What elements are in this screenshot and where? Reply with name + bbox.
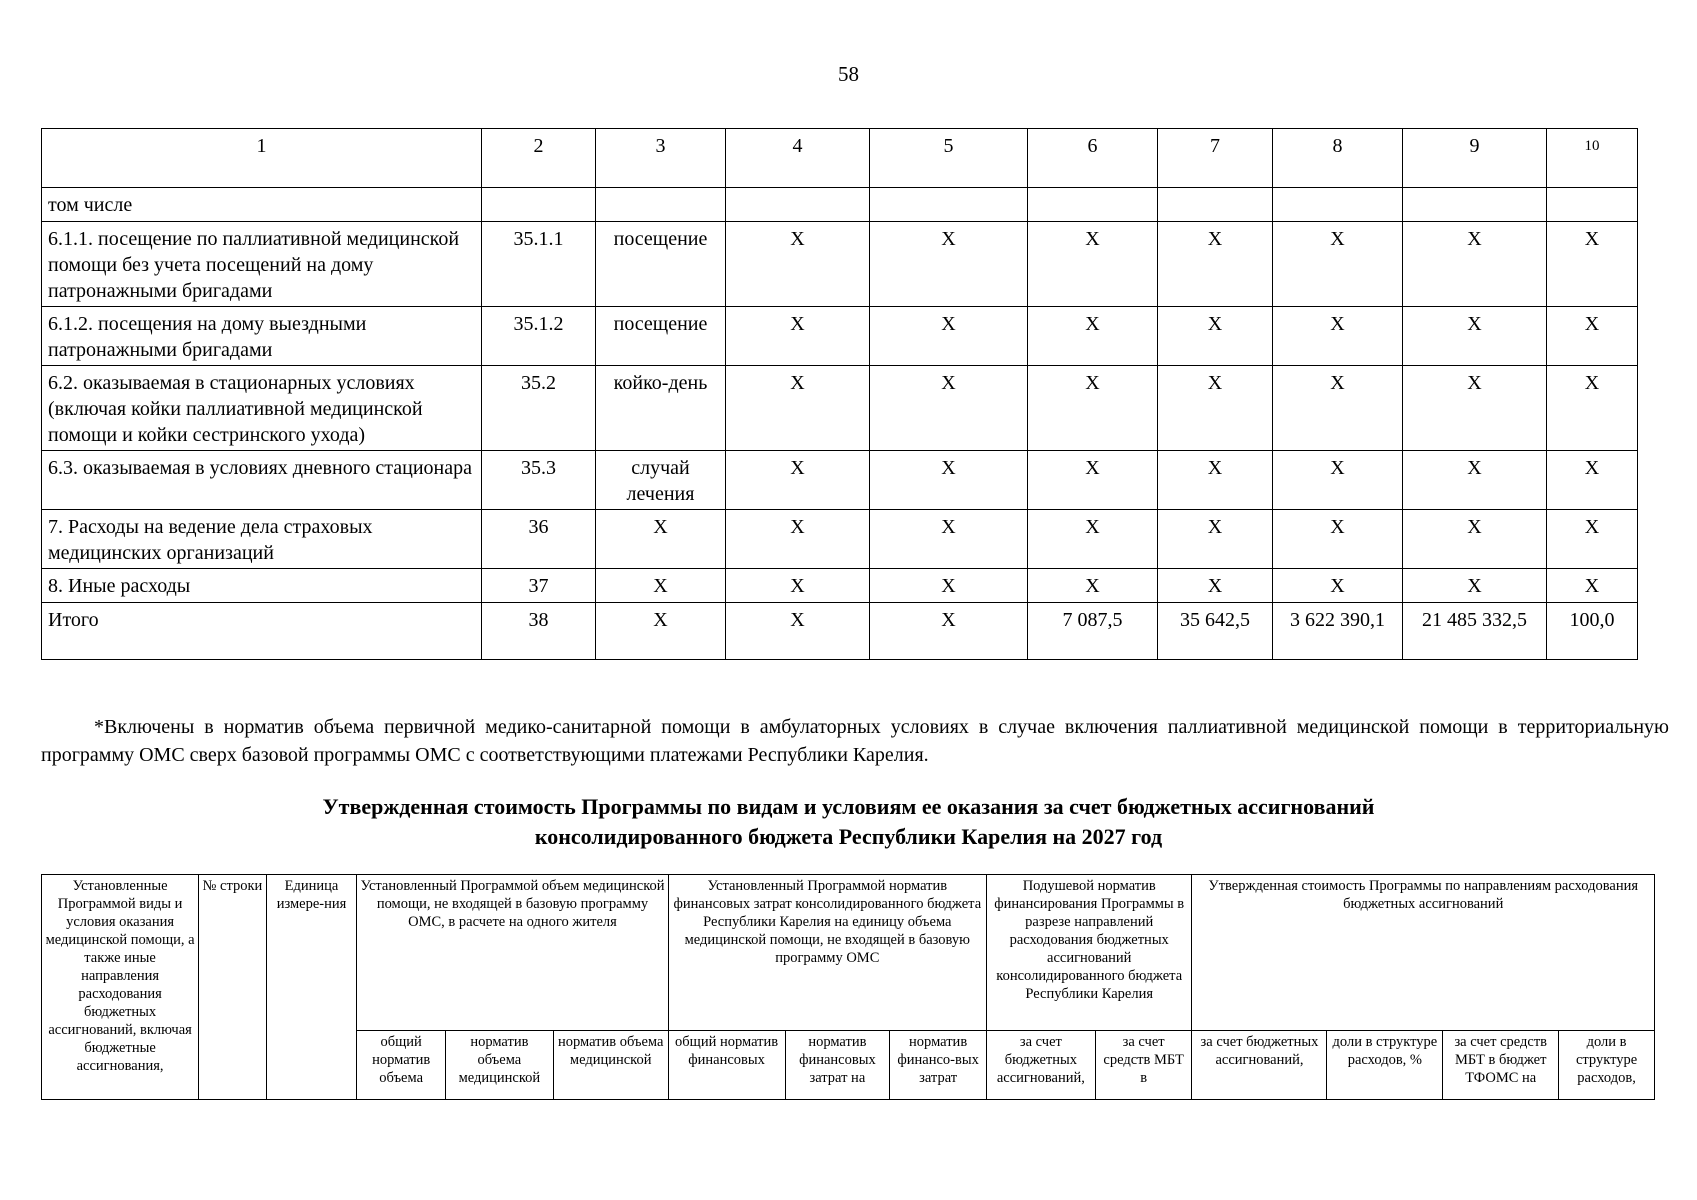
table-cell: X bbox=[1403, 569, 1547, 603]
table-cell: X bbox=[1273, 222, 1403, 307]
table-cell: 37 bbox=[482, 569, 596, 603]
table-cell: X bbox=[726, 307, 870, 366]
table-cell: 35.1.1 bbox=[482, 222, 596, 307]
header-services: Установленные Программой виды и условия оказания медицинской помощи, а также иные направления расходования бюджетных ассигнований, включая бюджетные ассигнования, bbox=[42, 875, 199, 1100]
column-number: 8 bbox=[1273, 129, 1403, 188]
table-cell: X bbox=[596, 569, 726, 603]
table-cell: X bbox=[1028, 307, 1158, 366]
table-cell: 7 087,5 bbox=[1028, 603, 1158, 660]
subheader-cell: за счет бюджетных ассигнований, bbox=[986, 1031, 1095, 1100]
header-norm-group: Установленный Программой норматив финансовых затрат консолидированного бюджета Республики Карелия на единицу объема медицинской помощи, не входящей в базовую программу ОМС bbox=[668, 875, 986, 1031]
table-cell: посещение bbox=[596, 222, 726, 307]
column-number: 2 bbox=[482, 129, 596, 188]
table-row bbox=[42, 451, 1638, 510]
table-cell: X bbox=[1547, 222, 1638, 307]
row-label: 8. Иные расходы bbox=[42, 569, 482, 603]
title-line-1: Утвержденная стоимость Программы по видам и условиям ее оказания за счет бюджетных ассигнований bbox=[322, 794, 1375, 819]
table-cell: посещение bbox=[596, 307, 726, 366]
table-cell: X bbox=[1547, 510, 1638, 569]
row-label: 6.1.1. посещение по паллиативной медицинской помощи без учета посещений на дому патронажными бригадами bbox=[42, 222, 482, 307]
table-cell: случай лечения bbox=[596, 451, 726, 510]
table-cell: X bbox=[1273, 307, 1403, 366]
table-cell: X bbox=[726, 222, 870, 307]
subheader-cell: за счет средств МБТ в бюджет ТФОМС на bbox=[1443, 1031, 1559, 1100]
subheader-cell: общий норматив объема bbox=[357, 1031, 446, 1100]
table-cell bbox=[870, 188, 1028, 222]
table-row bbox=[42, 222, 1638, 307]
title-line-2: консолидированного бюджета Республики Карелия на 2027 год bbox=[534, 824, 1163, 849]
table-cell: X bbox=[870, 366, 1028, 451]
table-cell: 3 622 390,1 bbox=[1273, 603, 1403, 660]
table-cell bbox=[596, 188, 726, 222]
table-cell: X bbox=[596, 510, 726, 569]
table-cell: X bbox=[1547, 366, 1638, 451]
table-cell bbox=[1158, 188, 1273, 222]
table-cell: 35.1.2 bbox=[482, 307, 596, 366]
table-row bbox=[42, 510, 1638, 569]
table-row bbox=[42, 366, 1638, 451]
table-cell: X bbox=[1158, 451, 1273, 510]
table-cell: X bbox=[1158, 366, 1273, 451]
header-row-number: № строки bbox=[199, 875, 267, 1100]
table-cell bbox=[1028, 188, 1158, 222]
page-number: 58 bbox=[838, 62, 859, 86]
table-cell bbox=[1403, 188, 1547, 222]
column-number: 6 bbox=[1028, 129, 1158, 188]
subheader-cell: доли в структуре расходов, bbox=[1559, 1031, 1655, 1100]
table-cell: X bbox=[1028, 366, 1158, 451]
table-cell: X bbox=[1403, 222, 1547, 307]
table-cell bbox=[726, 188, 870, 222]
column-number: 5 bbox=[870, 129, 1028, 188]
table-cell: X bbox=[1403, 451, 1547, 510]
table-cell: X bbox=[1158, 510, 1273, 569]
column-number: 3 bbox=[596, 129, 726, 188]
table-cell: 21 485 332,5 bbox=[1403, 603, 1547, 660]
table-cell: X bbox=[1547, 451, 1638, 510]
header-volume-group: Установленный Программой объем медицинской помощи, не входящей в базовую программу ОМС, в расчете на одного жителя bbox=[357, 875, 668, 1031]
subheader-cell: норматив финансо-вых затрат bbox=[890, 1031, 987, 1100]
table-cell: 38 bbox=[482, 603, 596, 660]
table-cell: X bbox=[1028, 222, 1158, 307]
table-cell: X bbox=[1028, 451, 1158, 510]
footnote: *Включены в норматив объема первичной медико-санитарной помощи в амбулаторных условиях в случае включения паллиативной медицинской помощи в территориальную программу ОМС сверх базовой программы ОМС с соответствующими платежами Республики Карелия. bbox=[41, 716, 1669, 766]
table-cell: X bbox=[1273, 510, 1403, 569]
subheader-cell: за счет бюджетных ассигнований, bbox=[1192, 1031, 1327, 1100]
table-cell: X bbox=[870, 222, 1028, 307]
table-cell: X bbox=[870, 510, 1028, 569]
table-cell: X bbox=[1273, 569, 1403, 603]
subheader-cell: норматив финансовых затрат на bbox=[785, 1031, 890, 1100]
table-cell: X bbox=[726, 366, 870, 451]
table-cell: X bbox=[1028, 569, 1158, 603]
table-cell: койко-день bbox=[596, 366, 726, 451]
table-row bbox=[42, 569, 1638, 603]
subheader-cell: доли в структуре расходов, % bbox=[1327, 1031, 1443, 1100]
table-main bbox=[41, 128, 1638, 660]
table-cell: X bbox=[1273, 451, 1403, 510]
table-cell: X bbox=[1273, 366, 1403, 451]
table-cell: X bbox=[870, 569, 1028, 603]
table-cell: X bbox=[1158, 222, 1273, 307]
table-cell: X bbox=[870, 307, 1028, 366]
row-label: Итого bbox=[42, 603, 482, 660]
subheader-cell: за счет средств МБТ в bbox=[1095, 1031, 1192, 1100]
table-cell: 35.3 bbox=[482, 451, 596, 510]
table-cell: X bbox=[1028, 510, 1158, 569]
table-cell: X bbox=[1547, 307, 1638, 366]
table-cell: 36 bbox=[482, 510, 596, 569]
table-cell bbox=[1273, 188, 1403, 222]
header-per-capita-group: Подушевой норматив финансирования Программы в разрезе направлений расходования бюджетных ассигнований консолидированного бюджета Республики Карелия bbox=[986, 875, 1192, 1031]
header-cost-group: Утвержденная стоимость Программы по направлениям расходования бюджетных ассигнований bbox=[1192, 875, 1655, 1031]
table-cell bbox=[1547, 188, 1638, 222]
table-cell: X bbox=[1158, 307, 1273, 366]
table-cell bbox=[482, 188, 596, 222]
table-cell: X bbox=[596, 603, 726, 660]
table-cell: X bbox=[870, 603, 1028, 660]
column-number: 7 bbox=[1158, 129, 1273, 188]
table-cell: 100,0 bbox=[1547, 603, 1638, 660]
table-cell: 35 642,5 bbox=[1158, 603, 1273, 660]
column-number: 10 bbox=[1547, 129, 1638, 188]
column-number: 9 bbox=[1403, 129, 1547, 188]
table-cell: X bbox=[1158, 569, 1273, 603]
table-cell: X bbox=[726, 510, 870, 569]
table-cost bbox=[41, 874, 1655, 1100]
table-header-row bbox=[42, 129, 1638, 188]
table-row bbox=[42, 188, 1638, 222]
table-cell: X bbox=[726, 451, 870, 510]
table-cell: 35.2 bbox=[482, 366, 596, 451]
table-cell: X bbox=[870, 451, 1028, 510]
subheader-cell: общий норматив финансовых bbox=[668, 1031, 785, 1100]
table-cell: X bbox=[1547, 569, 1638, 603]
table-cell: X bbox=[1403, 366, 1547, 451]
table-row bbox=[42, 307, 1638, 366]
table-row bbox=[42, 603, 1638, 660]
subheader-cell: норматив объема медицинской bbox=[553, 1031, 668, 1100]
table-cell: X bbox=[1403, 307, 1547, 366]
row-label: 6.2. оказываемая в стационарных условиях (включая койки паллиативной медицинской помощи и койки сестринского ухода) bbox=[42, 366, 482, 451]
row-label: 6.1.2. посещения на дому выездными патронажными бригадами bbox=[42, 307, 482, 366]
table-cell: X bbox=[726, 603, 870, 660]
table-cell: X bbox=[726, 569, 870, 603]
row-label: том числе bbox=[42, 188, 482, 222]
table-cell: X bbox=[1403, 510, 1547, 569]
subheader-cell: норматив объема медицинской bbox=[445, 1031, 553, 1100]
column-number: 1 bbox=[42, 129, 482, 188]
section-title bbox=[0, 792, 1697, 852]
header-unit: Единица измере-ния bbox=[266, 875, 357, 1100]
row-label: 7. Расходы на ведение дела страховых медицинских организаций bbox=[42, 510, 482, 569]
row-label: 6.3. оказываемая в условиях дневного стационара bbox=[42, 451, 482, 510]
column-number: 4 bbox=[726, 129, 870, 188]
